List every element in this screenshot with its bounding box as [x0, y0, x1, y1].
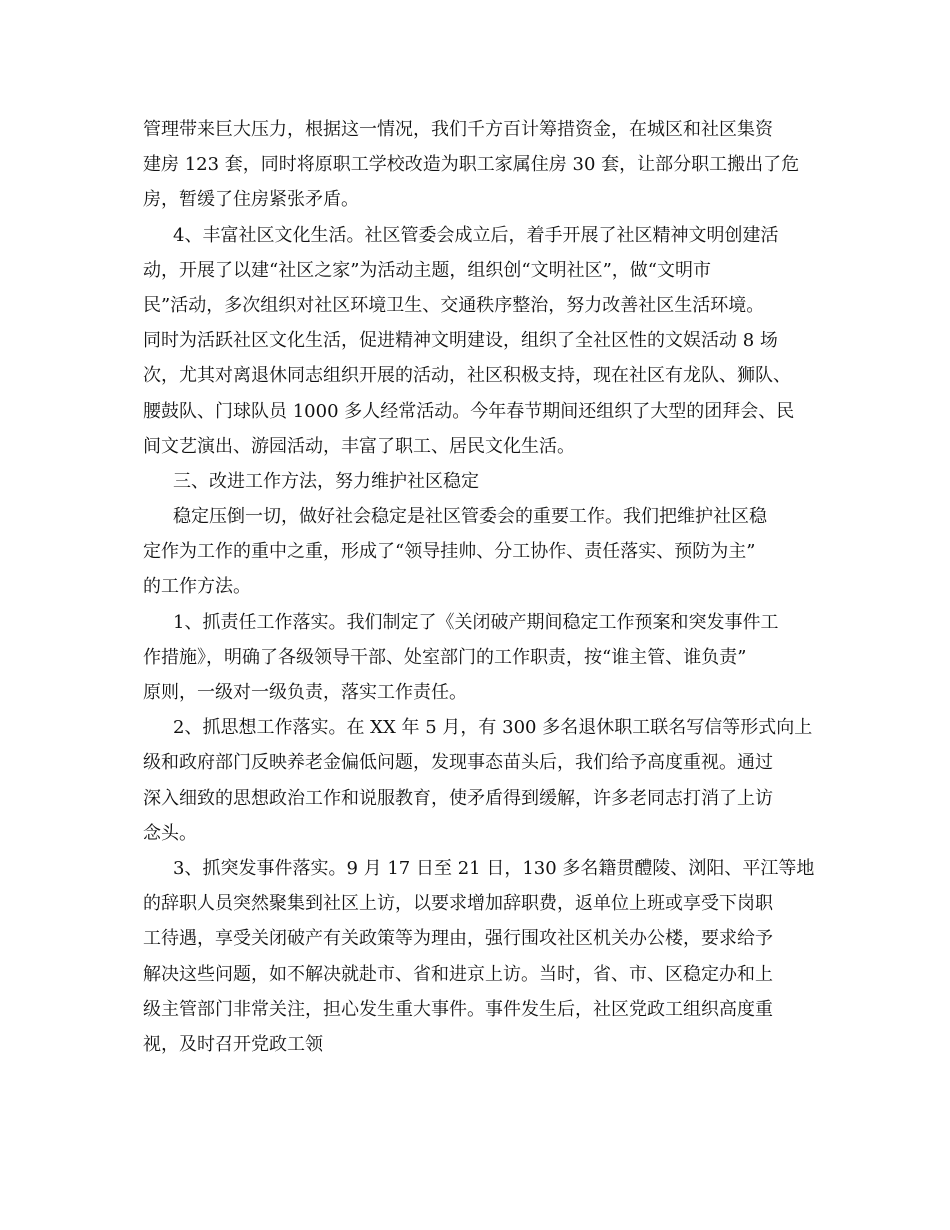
- text-line: 深入细致的思想政治工作和说服教育，使矛盾得到缓解，许多老同志打消了上访: [143, 787, 773, 809]
- text-line: 视，及时召开党政工领: [143, 1033, 323, 1055]
- text-line: 解决这些问题，如不解决就赴市、省和进京上访。当时，省、市、区稳定办和上: [143, 963, 773, 985]
- text-line: 工待遇，享受关闭破产有关政策等为理由，强行围攻社区机关办公楼，要求给予: [143, 928, 773, 950]
- text-line: 定作为工作的重中之重，形成了“领导挂帅、分工协作、责任落实、预防为主”: [143, 541, 756, 563]
- paragraph-first-line: 2、抓思想工作落实。在 XX 年 5 月，有 300 多名退休职工联名写信等形式向上: [173, 717, 813, 739]
- text-line: 管理带来巨大压力，根据这一情况，我们千方百计筹措资金，在城区和社区集资: [143, 119, 773, 140]
- text-line: 腰鼓队、门球队员 1000 多人经常活动。今年春节期间还组织了大型的团拜会、民: [143, 400, 795, 422]
- text-line: 念头。: [143, 822, 197, 844]
- text-line: 的辞职人员突然聚集到社区上访，以要求增加辞职费，返单位上班或享受下岗职: [143, 893, 773, 915]
- text-line: 间文艺演出、游园活动，丰富了职工、居民文化生活。: [143, 435, 575, 457]
- document-body: [143, 112, 815, 1062]
- text-line: 民”活动，多次组织对社区环境卫生、交通秩序整治，努力改善社区生活环境。: [143, 294, 765, 316]
- text-line: 原则，一级对一级负责，落实工作责任。: [143, 682, 467, 703]
- text-line: 的工作方法。: [143, 576, 251, 598]
- section-heading: 三、改进工作方法，努力维护社区稳定: [173, 470, 479, 492]
- paragraph-first-line: 1、抓责任工作落实。我们制定了《关闭破产期间稳定工作预案和突发事件工: [173, 611, 779, 633]
- text-line: 次，尤其对离退休同志组织开展的活动，社区积极支持，现在社区有龙队、狮队、: [143, 365, 791, 387]
- paragraph-first-line: 4、丰富社区文化生活。社区管委会成立后，着手开展了社区精神文明创建活: [173, 224, 779, 246]
- text-line: 建房 123 套，同时将原职工学校改造为职工家属住房 30 套，让部分职工搬出了危: [143, 154, 800, 176]
- text-line: 级主管部门非常关注，担心发生重大事件。事件发生后，社区党政工组织高度重: [143, 998, 773, 1020]
- text-line: 房，暂缓了住房紧张矛盾。: [143, 189, 359, 211]
- text-line: 动，开展了以建“社区之家”为活动主题，组织创“文明社区”，做“文明市: [143, 259, 712, 281]
- text-line: 作措施》，明确了各级领导干部、处室部门的工作职责，按“谁主管、谁负责”: [143, 646, 747, 668]
- text-line: 级和政府部门反映养老金偏低问题，发现事态苗头后，我们给予高度重视。通过: [143, 752, 773, 774]
- paragraph-first-line: 3、抓突发事件落实。9 月 17 日至 21 日，130 多名籍贯醴陵、浏阳、平江等地: [173, 857, 815, 879]
- text-line: 同时为活跃社区文化生活，促进精神文明建设，组织了全社区性的文娱活动 8 场: [143, 330, 778, 352]
- paragraph-first-line: 稳定压倒一切，做好社会稳定是社区管委会的重要工作。我们把维护社区稳: [173, 506, 767, 528]
